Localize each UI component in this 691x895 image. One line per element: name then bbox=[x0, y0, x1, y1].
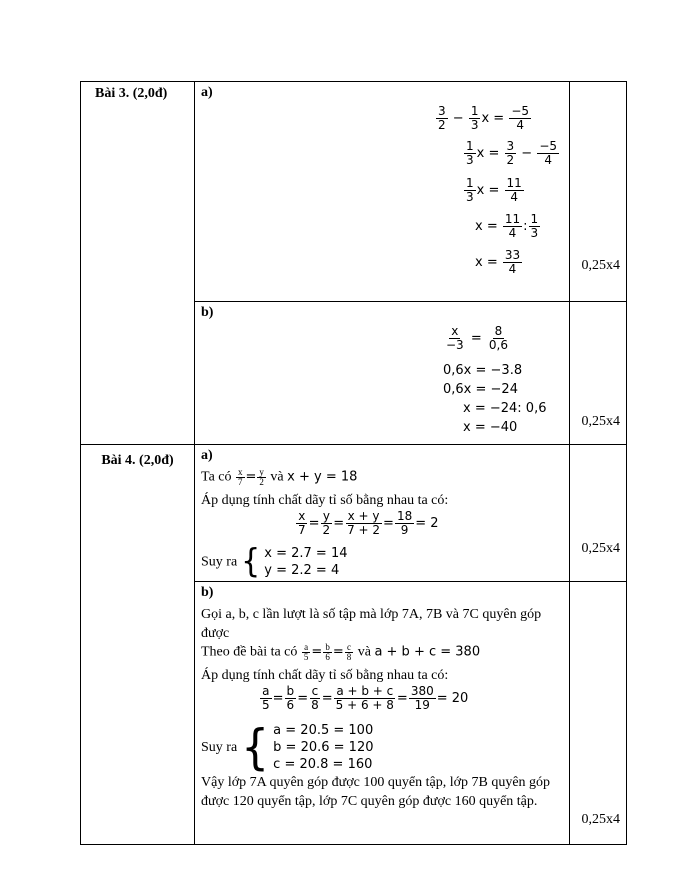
bai3-b-line2: 0,6x = −3.8 bbox=[443, 363, 523, 378]
bai4-row-a bbox=[81, 445, 627, 582]
bai3-a-line2: $\frac{1}{3}$ x = $\frac{3}{2}$ − $\frac{-5}{4}$ bbox=[466, 139, 558, 167]
bai4-b-content bbox=[195, 582, 570, 845]
bai4-label-cell bbox=[81, 445, 195, 845]
bai3-a-line1: $\frac{3}{2}$ − $\frac{1}{3}$ x = $\frac{-5}{4}$ bbox=[438, 104, 530, 132]
bai3-a-score-cell bbox=[570, 82, 627, 302]
bai3-b-score-cell bbox=[570, 302, 627, 445]
bai3-a-line4: x = $\frac{11}{4}$ : $\frac{1}{3}$ bbox=[475, 212, 539, 240]
bai3-label: Bài 3. (2,0đ) bbox=[95, 86, 168, 101]
bai3-label-cell bbox=[81, 82, 195, 445]
answer-table bbox=[80, 81, 627, 845]
bai4-b-sys1: a = 20.5 = 100 bbox=[273, 723, 374, 738]
bai4-b-intro: Theo đề bài ta có $\frac{a}{5}$ = $\frac{b}{6}$ = $\frac{c}{8}$ và a + b + c = 380 bbox=[201, 642, 481, 662]
bai3-b-line4: x = −24: 0,6 bbox=[463, 401, 547, 416]
bai3-a-score: 0,25x4 bbox=[581, 258, 620, 273]
bai3-b-line3: 0,6x = −24 bbox=[443, 382, 518, 397]
brace-icon: { bbox=[241, 718, 270, 775]
bai3-a-line3: $\frac{1}{3}$ x = $\frac{11}{4}$ bbox=[466, 176, 522, 204]
bai4-b-score-cell bbox=[570, 582, 627, 845]
bai4-a-intro: Ta có $\frac{x}{7}$ = $\frac{y}{2}$ và x + y = 18 bbox=[201, 467, 358, 487]
bai4-a-sys2: y = 2.2 = 4 bbox=[264, 563, 340, 578]
bai4-b-result: Suy ra { a = 20.5 = 100 b = 20.6 = 120 c = 20.8 = 160 bbox=[201, 718, 374, 775]
brace-icon: { bbox=[241, 542, 261, 581]
bai4-a-label: a) bbox=[201, 448, 213, 463]
bai4-b-sys2: b = 20.6 = 120 bbox=[273, 740, 374, 755]
bai4-b-score: 0,25x4 bbox=[581, 812, 620, 827]
bai4-b-label: b) bbox=[201, 585, 214, 600]
bai3-a-label: a) bbox=[201, 85, 213, 100]
bai4-a-score: 0,25x4 bbox=[581, 541, 620, 556]
bai4-a-sys1: x = 2.7 = 14 bbox=[264, 546, 348, 561]
bai4-b-p1: Gọi a, b, c lần lượt là số tập mà lớp 7A, 7B và 7C quyên góp được bbox=[201, 607, 542, 641]
bai4-b-chain: $\frac{a}{5}$ = $\frac{b}{6}$ = $\frac{c}{8}$ = $\frac{a + b + c}{5 + 6 + 8}$ = $\frac{380}{19}$ = 20 bbox=[262, 684, 469, 712]
bai3-a-line5: x = $\frac{33}{4}$ bbox=[475, 248, 521, 276]
bai3-a-content bbox=[195, 82, 570, 302]
bai4-a-chain: $\frac{x}{7}$ = $\frac{y}{2}$ = $\frac{x + y}{7 + 2}$ = $\frac{18}{9}$ = 2 bbox=[298, 509, 439, 537]
bai4-a-result: Suy ra { x = 2.7 = 14 y = 2.2 = 4 bbox=[201, 542, 348, 581]
bai4-a-content bbox=[195, 445, 570, 582]
bai4-b-apply: Áp dụng tính chất dãy tỉ số bằng nhau ta có: bbox=[201, 668, 449, 683]
bai3-row-a bbox=[81, 82, 627, 302]
bai3-b-score: 0,25x4 bbox=[581, 414, 620, 429]
bai4-b-sys3: c = 20.8 = 160 bbox=[273, 757, 373, 772]
bai4-a-score-cell bbox=[570, 445, 627, 582]
bai4-a-apply: Áp dụng tính chất dãy tỉ số bằng nhau ta có: bbox=[201, 493, 449, 508]
bai3-b-content bbox=[195, 302, 570, 445]
bai3-b-label: b) bbox=[201, 305, 214, 320]
bai4-b-conclusion: Vậy lớp 7A quyên góp được 100 quyển tập, lớp 7B quyên góp được 120 quyển tập, lớp 7C quyên góp được 160 quyển tập. bbox=[201, 775, 551, 809]
bai4-label: Bài 4. (2,0đ) bbox=[101, 453, 174, 468]
bai3-b-line5: x = −40 bbox=[463, 420, 518, 435]
bai3-b-line1: $\frac{x}{-3}$ = $\frac{8}{0,6}$ bbox=[446, 324, 508, 352]
